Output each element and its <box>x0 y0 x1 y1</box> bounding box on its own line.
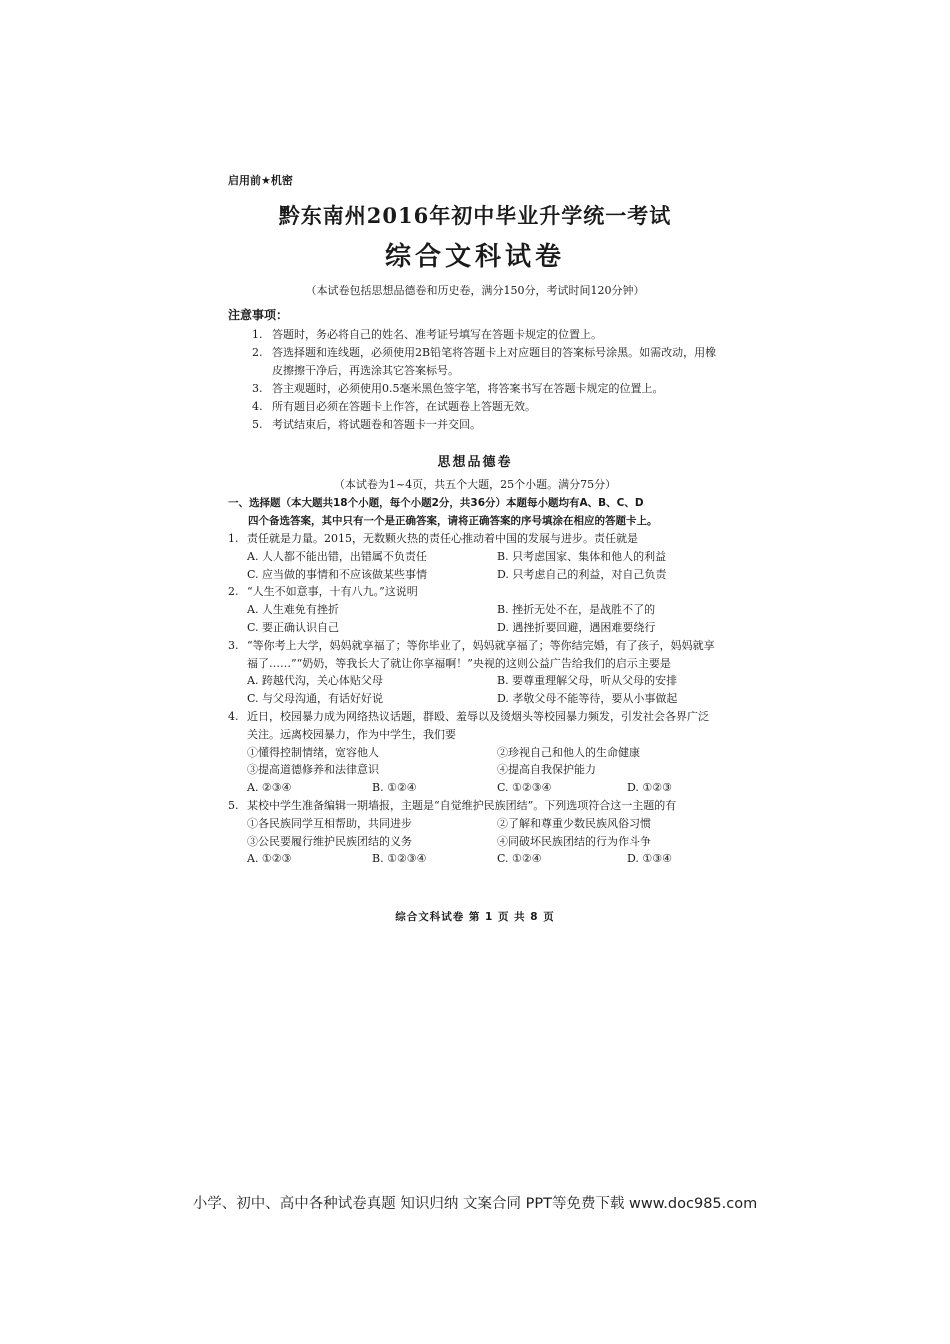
note-item: 2. 答选择题和连线题，必须使用2B铅笔将答题卡上对应题目的答案标号涂黑。如需改动，用橡皮擦擦干净后，再选涂其它答案标号。 <box>252 346 717 377</box>
option-d: D. 遇挫折要回避，遇困难要绕行 <box>497 620 656 634</box>
question-stem: 5. 某校中学生准备编辑一期墙报，主题是“自觉维护民族团结”。下列选项符合这一主题的有 <box>228 798 677 812</box>
option-c: C. ①②④ <box>497 852 542 866</box>
option-b: B. ①②④ <box>372 781 417 795</box>
statement-2: ②珍视自己和他人的生命健康 <box>497 745 640 759</box>
option-a: A. 跨越代沟，关心体贴父母 <box>247 674 383 688</box>
question-options <box>228 672 718 708</box>
note-item: 3. 答主观题时，必须使用0.5毫米黑色签字笔，将答案书写在答题卡规定的位置上。 <box>252 382 664 395</box>
question-stem: 3. “等你考上大学，妈妈就享福了；等你毕业了，妈妈就享福了；等你结完婚，有了孩子，妈妈就享福了……”“奶奶，等我长大了就让你享福啊！”央视的这则公益广告给我们的启示主要是 <box>228 638 715 670</box>
question-options <box>228 601 718 637</box>
option-a: A. ①②③ <box>247 852 292 866</box>
statement-1: ①各民族同学互相帮助，共同进步 <box>247 816 412 830</box>
option-c: C. 要正确认识自己 <box>247 620 340 634</box>
statement-1: ①懂得控制情绪，宽容他人 <box>247 745 379 759</box>
option-a: A. 人人都不能出错，出错属不负责任 <box>247 549 427 563</box>
option-b: B. 挫折无处不在，是战胜不了的 <box>497 603 656 617</box>
note-item: 4. 所有题目必须在答题卡上作答，在试题卷上答题无效。 <box>252 400 536 413</box>
option-d: D. 只考虑自己的利益，对自己负责 <box>497 567 667 581</box>
statement-4: ④同破坏民族团结的行为作斗争 <box>497 834 651 848</box>
question-3 <box>228 637 718 708</box>
option-c: C. 与父母沟通，有话好好说 <box>247 692 384 706</box>
option-d: D. ①②③ <box>627 781 673 795</box>
section-title: 思想品德卷 <box>437 455 513 470</box>
question-stem: 4. 近日，校园暴力成为网络热议话题，群殴、羞辱以及烫烟头等校园暴力频发，引发社会各界广泛关注。远离校园暴力，作为中学生，我们要 <box>228 709 709 741</box>
question-options <box>228 779 718 797</box>
option-a: A. 人生难免有挫折 <box>247 603 339 617</box>
confidential-label: 启用前★机密 <box>228 174 293 187</box>
question-5 <box>228 797 718 868</box>
question-stem: 1. 责任就是力量。2015，无数颗火热的责任心推动着中国的发展与进步。责任就是 <box>228 532 638 545</box>
statement-4: ④提高自我保护能力 <box>497 763 596 777</box>
option-d: D. 孝敬父母不能等待，要从小事做起 <box>497 692 678 706</box>
option-b: B. 只考虑国家、集体和他人的利益 <box>497 549 667 563</box>
question-options <box>228 850 718 868</box>
question-statements <box>228 744 718 780</box>
question-options <box>228 548 718 584</box>
note-item: 1. 答题时，务必将自己的姓名、准考证号填写在答题卡规定的位置上。 <box>252 328 602 341</box>
download-watermark: 小学、初中、高中各种试卷真题 知识归纳 文案合同 PPT等免费下载 www.doc985.com <box>192 1196 758 1212</box>
question-2 <box>228 583 718 636</box>
option-b: B. ①②③④ <box>372 852 427 866</box>
statement-3: ③公民要履行维护民族团结的义务 <box>247 834 412 848</box>
exam-description: （本试卷包括思想品德卷和历史卷，满分150分，考试时间120分钟） <box>305 284 645 297</box>
exam-subtitle: 综合文科试卷 <box>384 242 565 272</box>
option-c: C. ①②③④ <box>497 781 552 795</box>
question-4 <box>228 708 718 797</box>
statement-3: ③提高道德修养和法律意识 <box>247 763 379 777</box>
exam-title: 黔东南州2016年初中毕业升学统一考试 <box>278 203 672 228</box>
part-heading: 一、选择题（本大题共18个小题，每个小题2分，共36分）本题每小题均有A、B、C、D 四个备选答案，其中只有一个是正确答案，请将正确答案的序号填涂在相应的答题卡上。 <box>228 497 658 527</box>
question-list <box>228 530 718 868</box>
note-item: 5. 考试结束后，将试题卷和答题卡一并交回。 <box>252 418 481 431</box>
question-statements <box>228 815 718 851</box>
statement-2: ②了解和尊重少数民族风俗习惯 <box>497 816 651 830</box>
notes-list <box>252 326 722 434</box>
page-footer: 综合文科试卷 第 1 页 共 8 页 <box>395 911 555 923</box>
option-d: D. ①③④ <box>627 852 673 866</box>
section-description: （本试卷为1~4页，共五个大题，25个小题。满分75分） <box>333 478 617 491</box>
option-c: C. 应当做的事情和不应该做某些事情 <box>247 567 428 581</box>
option-a: A. ②③④ <box>247 781 292 795</box>
question-stem: 2. “人生不如意事，十有八九。”这说明 <box>228 585 418 599</box>
option-b: B. 要尊重理解父母，听从父母的安排 <box>497 674 678 688</box>
question-1 <box>228 530 718 583</box>
notes-heading: 注意事项： <box>228 308 289 322</box>
